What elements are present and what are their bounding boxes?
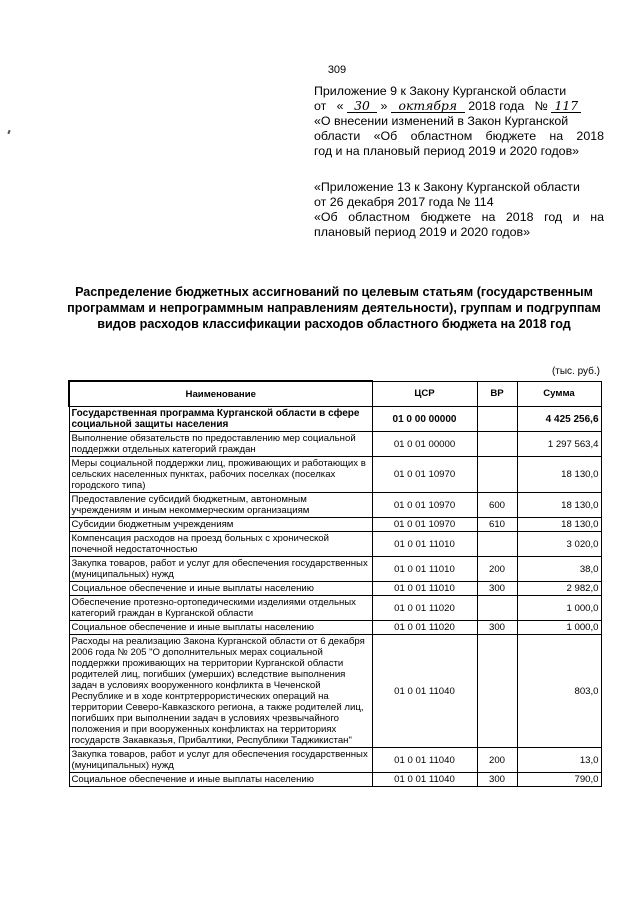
row-vr — [477, 432, 517, 457]
annex-9-year: 2018 года — [468, 99, 525, 113]
row-sum: 1 297 563,4 — [517, 432, 601, 457]
annex-9-quote-close: » — [380, 99, 388, 113]
table-row — [69, 493, 601, 518]
page-number: 309 — [327, 64, 347, 76]
document-title: Распределение бюджетных ассигнований по целевым статьям (государственным программам и непрограммным направлениям деятельности), группам и подгруппам видов расходов классификации расходов областного бюджета на 2018 год — [67, 285, 601, 331]
row-vr: 600 — [477, 493, 517, 518]
header-sum: Сумма — [517, 381, 601, 407]
row-name: Меры социальной поддержки лиц, проживающих и работающих в сельских населенных пунктах, рабочих поселках (поселках городского типа) — [69, 457, 372, 493]
annex-9-number-label: № — [534, 99, 548, 113]
table-row — [69, 407, 601, 432]
row-sum: 2 982,0 — [517, 582, 601, 596]
annex-9-number: 117 — [551, 100, 581, 113]
row-sum: 803,0 — [517, 635, 601, 748]
annex-9-line-1: Приложение 9 к Закону Курганской области — [314, 84, 567, 98]
row-vr — [477, 596, 517, 621]
table-row — [69, 582, 601, 596]
row-name: Обеспечение протезно-ортопедическими изделиями отдельных категорий граждан в Курганской области — [69, 596, 372, 621]
row-vr: 200 — [477, 748, 517, 773]
table-row — [69, 773, 601, 787]
annex-13-line-2: от 26 декабря 2017 года № 114 — [314, 195, 494, 209]
row-csr: 01 0 01 11020 — [372, 596, 477, 621]
table-row — [69, 596, 601, 621]
table-row — [69, 621, 601, 635]
row-name: Компенсация расходов на проезд больных с хронической почечной недостаточностью — [69, 532, 372, 557]
row-name: Закупка товаров, работ и услуг для обеспечения государственных (муниципальных) нужд — [69, 557, 372, 582]
row-vr — [477, 532, 517, 557]
header-name: Наименование — [69, 381, 372, 407]
annex-9-line-3: «О внесении изменений в Закон Курганской — [314, 114, 569, 128]
row-csr: 01 0 01 11040 — [372, 748, 477, 773]
annex-9-line-4: области «Об областном бюджете на 2018 — [314, 129, 604, 143]
annex-9-from: от — [314, 99, 327, 113]
table-row — [69, 518, 601, 532]
row-name: Государственная программа Курганской области в сфере социальной защиты населения — [69, 407, 372, 432]
table-row — [69, 635, 601, 748]
table-row — [69, 532, 601, 557]
row-sum: 13,0 — [517, 748, 601, 773]
row-vr — [477, 407, 517, 432]
row-csr: 01 0 01 11010 — [372, 532, 477, 557]
row-name: Социальное обеспечение и иные выплаты населению — [69, 621, 372, 635]
annex-13-line-4: плановый период 2019 и 2020 годов» — [314, 225, 530, 239]
table-header-row — [69, 381, 601, 407]
units-label: (тыс. руб.) — [551, 366, 600, 377]
table-row — [69, 557, 601, 582]
row-csr: 01 0 01 11040 — [372, 635, 477, 748]
scan-mark — [7, 130, 10, 134]
annex-9-month: октября — [391, 100, 465, 113]
row-name: Закупка товаров, работ и услуг для обеспечения государственных (муниципальных) нужд — [69, 748, 372, 773]
annex-9-quote-open: « — [336, 99, 344, 113]
annex-9-day: 30 — [347, 100, 377, 113]
row-vr: 610 — [477, 518, 517, 532]
row-name: Социальное обеспечение и иные выплаты населению — [69, 582, 372, 596]
row-vr: 300 — [477, 773, 517, 787]
row-csr: 01 0 01 11010 — [372, 557, 477, 582]
row-sum: 18 130,0 — [517, 518, 601, 532]
row-name: Субсидии бюджетным учреждениям — [69, 518, 372, 532]
row-vr — [477, 635, 517, 748]
row-csr: 01 0 01 10970 — [372, 457, 477, 493]
row-csr: 01 0 01 11020 — [372, 621, 477, 635]
table-row — [69, 457, 601, 493]
row-name: Расходы на реализацию Закона Курганской области от 6 декабря 2006 года № 205 "О дополнительных мерах социальной поддержки проживающих на территории Курганской области родителей лиц, погибших (умерших) вследствие выполнения задач в условиях вооруженного конфликта в Чеченской Республике и в ходе контртеррористических операций на территории Северо-Кавказского региона, а также родителей лиц, погибших при выполнении задач в условиях чрезвычайного положения и при вооруженных конфликтах на территориях государств Закавказья, Прибалтики, Республики Таджикистан" — [69, 635, 372, 748]
annex-9-line-5: год и на плановый период 2019 и 2020 годов» — [314, 144, 580, 158]
row-name: Выполнение обязательств по предоставлению мер социальной поддержки отдельных категорий граждан — [69, 432, 372, 457]
table-row — [69, 432, 601, 457]
row-csr: 01 0 01 11010 — [372, 582, 477, 596]
header-vr: ВР — [477, 381, 517, 407]
annex-13-line-3: «Об областном бюджете на 2018 год и на — [314, 210, 604, 224]
row-vr: 300 — [477, 582, 517, 596]
row-sum: 18 130,0 — [517, 457, 601, 493]
budget-table — [68, 380, 602, 787]
row-name: Социальное обеспечение и иные выплаты населению — [69, 773, 372, 787]
row-csr: 01 0 01 11040 — [372, 773, 477, 787]
row-vr: 200 — [477, 557, 517, 582]
table-row — [69, 748, 601, 773]
annex-9-date-line — [314, 99, 604, 114]
row-csr: 01 0 00 00000 — [372, 407, 477, 432]
header-csr: ЦСР — [372, 381, 477, 407]
annex-13-header — [314, 180, 604, 240]
row-csr: 01 0 01 10970 — [372, 518, 477, 532]
row-sum: 1 000,0 — [517, 596, 601, 621]
row-sum: 38,0 — [517, 557, 601, 582]
row-sum: 790,0 — [517, 773, 601, 787]
row-vr — [477, 457, 517, 493]
row-name: Предоставление субсидий бюджетным, автономным учреждениям и иным некоммерческим организациям — [69, 493, 372, 518]
annex-13-line-1: «Приложение 13 к Закону Курганской области — [314, 180, 580, 194]
row-sum: 18 130,0 — [517, 493, 601, 518]
row-csr: 01 0 01 10970 — [372, 493, 477, 518]
row-sum: 3 020,0 — [517, 532, 601, 557]
annex-9-header — [314, 84, 604, 159]
row-sum: 4 425 256,6 — [517, 407, 601, 432]
row-sum: 1 000,0 — [517, 621, 601, 635]
row-vr: 300 — [477, 621, 517, 635]
row-csr: 01 0 01 00000 — [372, 432, 477, 457]
